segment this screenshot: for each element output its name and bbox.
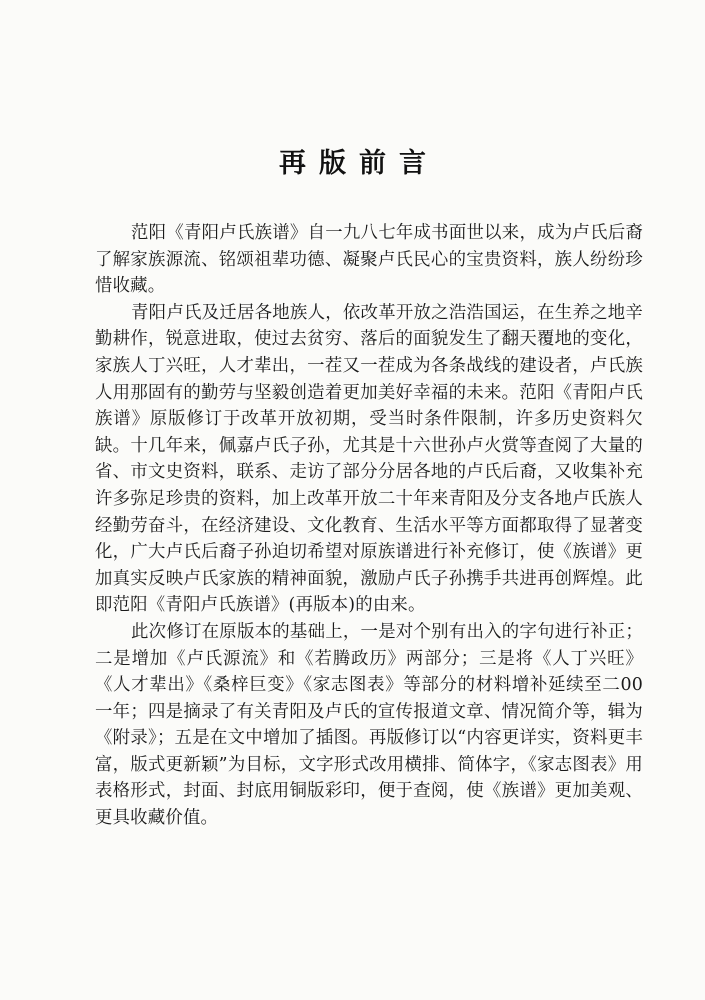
body-text	[95, 220, 643, 832]
paragraph-2: 青阳卢氏及迁居各地族人，依改革开放之浩浩国运，在生养之地辛勤耕作，锐意进取，使过去贫穷、落后的面貌发生了翻天覆地的变化，家族人丁兴旺，人才辈出，一茬又一茬成为各条战线的建设者，卢氏族人用那固有的勤劳与坚毅创造着更加美好幸福的未来。范阳《青阳卢氏族谱》原版修订于改革开放初期，受当时条件限制，许多历史资料欠缺。十几年来，佩嘉卢氏子孙，尤其是十六世孙卢火赏等查阅了大量的省、市文史资料，联系、走访了部分分居各地的卢氏后裔，又收集补充许多弥足珍贵的资料，加上改革开放二十年来青阳及分支各地卢氏族人经勤劳奋斗，在经济建设、文化教育、生活水平等方面都取得了显著变化，广大卢氏后裔子孙迫切希望对原族谱进行补充修订，使《族谱》更加真实反映卢氏家族的精神面貌，激励卢氏子孙携手共进再创辉煌。此即范阳《青阳卢氏族谱》(再版本)的由来。	[95, 302, 643, 616]
paragraph-3: 此次修订在原版本的基础上，一是对个别有出入的字句进行补正；二是增加《卢氏源流》和《若腾政历》两部分；三是将《人丁兴旺》《人才辈出》《桑梓巨变》《家志图表》等部分的材料增补延续至二00一年；四是摘录了有关青阳及卢氏的宣传报道文章、情况简介等，辑为《附录》；五是在文中增加了插图。再版修订以“内容更详实，资料更丰富，版式更新颖”为目标，文字形式改用横排、简体字，《家志图表》用表格形式，封面、封底用铜版彩印，便于查阅，使《族谱》更加美观、更具收藏价值。	[95, 621, 643, 829]
paragraph-1: 范阳《青阳卢氏族谱》自一九八七年成书面世以来，成为卢氏后裔了解家族源流、铭颂祖辈功德、凝聚卢氏民心的宝贵资料，族人纷纷珍惜收藏。	[95, 223, 643, 297]
page-title: 再版前言	[279, 148, 439, 179]
